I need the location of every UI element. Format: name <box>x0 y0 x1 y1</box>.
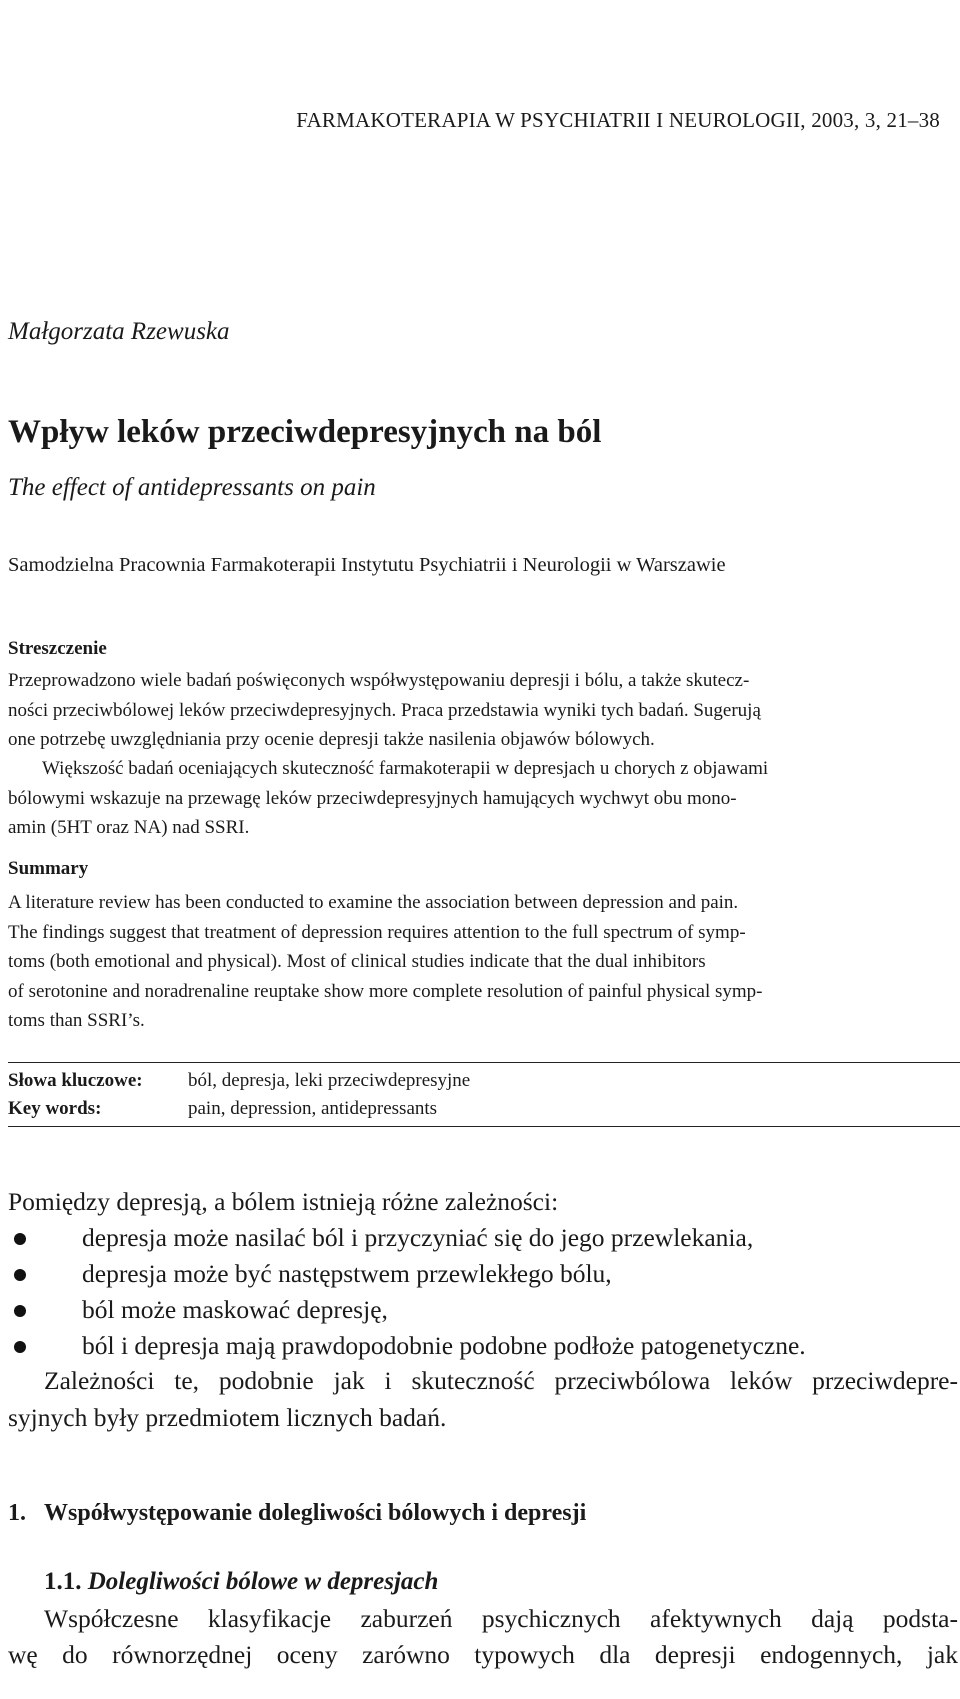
section-number: 1. <box>8 1500 26 1526</box>
streszczenie-text-2 <box>8 754 958 843</box>
summary-line: A literature review has been conducted to examine the association between depression and pain. <box>8 892 739 913</box>
streszczenie-line: amin (5HT oraz NA) nad SSRI. <box>8 817 250 838</box>
subsection-number: 1.1. <box>44 1568 82 1595</box>
subsection-title: Dolegliwości bólowe w depresjach <box>87 1568 439 1595</box>
list-item: depresja może nasilać ból i przyczyniać się do jego przewlekania, <box>8 1220 958 1256</box>
streszczenie-text <box>8 666 958 755</box>
summary-line: of serotonine and noradrenaline reuptake show more complete resolution of painful physical symp- <box>8 980 763 1002</box>
keywords-pl-value: ból, depresja, leki przeciwdepresyjne <box>188 1070 471 1091</box>
streszczenie-line: Większość badań oceniających skuteczność farmakoterapii w depresjach u chorych z objawami <box>42 758 769 779</box>
list-item: ból może maskować depresję, <box>8 1292 958 1328</box>
streszczenie-line: ności przeciwbólowej leków przeciwdepresyjnych. Praca przedstawia wyniki tych badań. Sugerują <box>8 699 761 721</box>
keywords-bottom-rule <box>8 1126 960 1127</box>
article-title-english: The effect of antidepressants on pain <box>8 474 376 501</box>
list-item: ból i depresja mają prawdopodobnie podobne podłoże patogenetyczne. <box>8 1328 958 1364</box>
section-heading-1 <box>8 1500 586 1527</box>
intro-sentence: Pomiędzy depresją, a bólem istnieją różne zależności: <box>8 1187 559 1216</box>
streszczenie-line: one potrzebę uwzględniania przy ocenie depresji także nasilenia objawów bólowych. <box>8 729 655 750</box>
conclusion-line-2: syjnych były przedmiotem licznych badań. <box>8 1403 447 1432</box>
summary-line: The findings suggest that treatment of depression requires attention to the full spectrum of symp- <box>8 921 746 943</box>
bullet-icon <box>14 1233 26 1245</box>
streszczenie-line: Przeprowadzono wiele badań poświęconych współwystępowaniu depresji i bólu, a także skutecz- <box>8 670 750 691</box>
keywords-en <box>8 1098 437 1120</box>
affiliation: Samodzielna Pracownia Farmakoterapii Instytutu Psychiatrii i Neurologii w Warszawie <box>8 554 726 576</box>
summary-line: toms than SSRI’s. <box>8 1010 145 1031</box>
body-line: Współczesne klasyfikacje zaburzeń psychicznych afektywnych dają podsta- <box>44 1604 958 1633</box>
body-line: wę do równorzędnej oceny zarówno typowych dla depresji endogennych, jak <box>8 1640 958 1669</box>
keywords-en-label: Key words: <box>8 1098 102 1119</box>
keywords-top-rule <box>8 1062 960 1063</box>
conclusion-line-1: Zależności te, podobnie jak i skuteczność przeciwbólowa leków przeciwdepre- <box>44 1366 958 1395</box>
summary-text <box>8 888 958 1036</box>
running-head: FARMAKOTERAPIA W PSYCHIATRII I NEUROLOGII, 2003, 3, 21–38 <box>296 108 940 132</box>
keywords-pl-label: Słowa kluczowe: <box>8 1070 143 1091</box>
summary-heading: Summary <box>8 858 89 879</box>
streszczenie-line: bólowymi wskazuje na przewagę leków przeciwdepresyjnych hamujących wychwyt obu mono- <box>8 787 737 809</box>
article-title: Wpływ leków przeciwdepresyjnych na ból <box>8 414 602 450</box>
keywords-en-value: pain, depression, antidepressants <box>188 1098 438 1119</box>
subsection-heading-1-1 <box>44 1568 438 1596</box>
bullet-icon <box>14 1305 26 1317</box>
keywords-pl <box>8 1070 470 1092</box>
list-item: depresja może być następstwem przewlekłego bólu, <box>8 1256 958 1292</box>
summary-line: toms (both emotional and physical). Most of clinical studies indicate that the dual inhibitors <box>8 951 706 972</box>
author-name: Małgorzata Rzewuska <box>8 318 230 345</box>
bullet-icon <box>14 1269 26 1281</box>
relationship-list <box>8 1220 958 1364</box>
section-title: Współwystępowanie dolegliwości bólowych i depresji <box>44 1500 587 1526</box>
bullet-icon <box>14 1341 26 1353</box>
streszczenie-heading: Streszczenie <box>8 638 107 659</box>
